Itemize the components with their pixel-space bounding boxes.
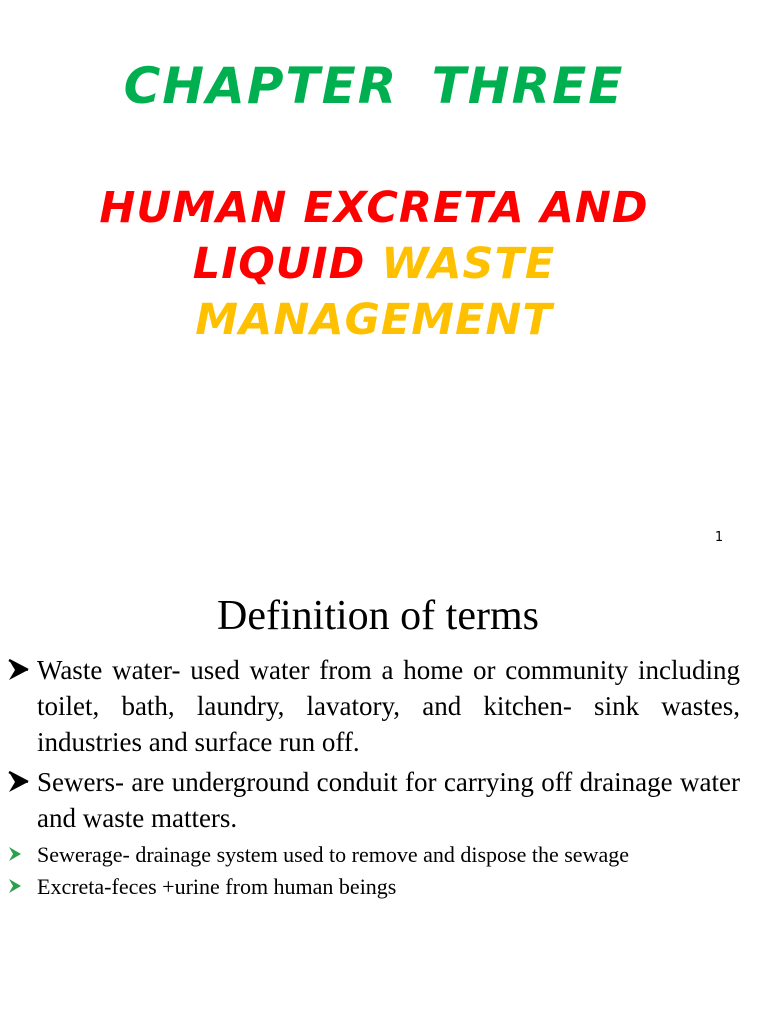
- bullet-text: Sewers- are underground conduit for carrying off drainage water and waste matters.: [37, 767, 740, 833]
- subtitle-line-3: [0, 292, 748, 348]
- list-item: [6, 840, 740, 870]
- subtitle-yellow-text-1: WASTE: [381, 239, 556, 289]
- bullet-text: Excreta-feces +urine from human beings: [37, 874, 397, 899]
- subtitle-yellow-text-2: MANAGEMENT: [195, 295, 553, 345]
- list-item: [6, 764, 740, 836]
- subtitle-red-text-2: LIQUID: [192, 239, 382, 289]
- subtitle-line-1: [0, 180, 748, 236]
- arrow-bullet-icon: [6, 764, 32, 800]
- green-arrow-bullet-icon: [6, 840, 32, 870]
- green-arrow-bullet-icon: [6, 872, 32, 902]
- definitions-slide: [0, 560, 768, 1024]
- subtitle-line-2: [0, 236, 748, 292]
- bullet-text: Waste water- used water from a home or community including toilet, bath, laundry, lavatory, and kitchen- sink wastes, industries and surface run off.: [37, 655, 740, 757]
- list-item: [6, 652, 740, 760]
- slide-heading: Definition of terms: [217, 593, 539, 639]
- definitions-list: [6, 652, 740, 904]
- subtitle-red-text-1: HUMAN EXCRETA AND: [99, 183, 649, 233]
- page-number: 1: [714, 530, 724, 545]
- slide-subtitle: [0, 180, 748, 348]
- bullet-text: Sewerage- drainage system used to remove and dispose the sewage: [37, 842, 629, 867]
- arrow-bullet-icon: [6, 652, 32, 688]
- list-item: [6, 872, 740, 902]
- chapter-title: CHAPTER THREE: [123, 57, 625, 115]
